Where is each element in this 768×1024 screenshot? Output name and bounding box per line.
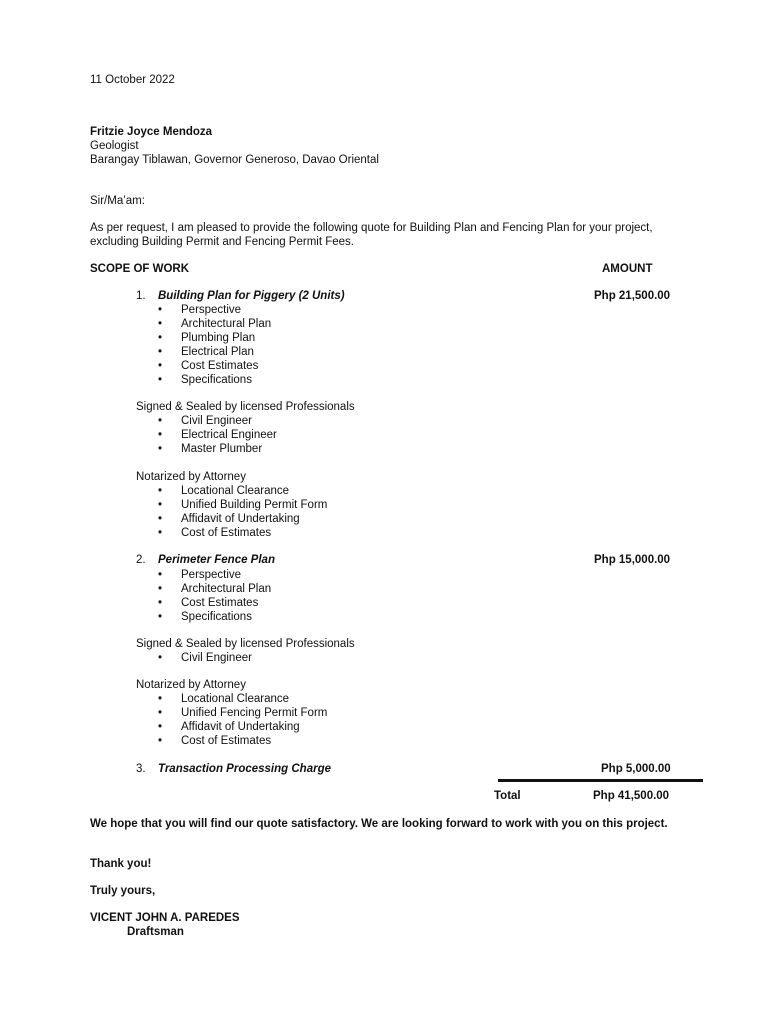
signed-list (158, 414, 277, 456)
item-amount: Php 21,500.00 (594, 290, 671, 302)
item-amount: Php 15,000.00 (594, 554, 671, 566)
amount-header: AMOUNT (602, 263, 653, 275)
deliverables-list (158, 568, 271, 624)
list-item: • Unified Fencing Permit Form (158, 706, 327, 720)
total-amount: Php 41,500.00 (593, 790, 670, 802)
list-item: • Plumbing Plan (158, 331, 271, 345)
item-amount: Php 5,000.00 (601, 763, 671, 775)
thanks: Thank you! (90, 858, 152, 870)
list-item: • Locational Clearance (158, 692, 327, 706)
total-divider (498, 779, 703, 782)
list-item: • Electrical Plan (158, 345, 271, 359)
signoff: Truly yours, (90, 885, 156, 897)
list-item: • Civil Engineer (158, 414, 277, 428)
list-item: • Cost of Estimates (158, 526, 327, 540)
list-item: • Cost Estimates (158, 596, 271, 610)
list-item: • Affidavit of Undertaking (158, 512, 327, 526)
letter-date: 11 October 2022 (90, 74, 175, 86)
sender-name: VICENT JOHN A. PAREDES (90, 912, 240, 924)
signed-label: Signed & Sealed by licensed Professionals (136, 401, 355, 413)
list-item: • Civil Engineer (158, 651, 252, 665)
notarized-list (158, 692, 327, 748)
deliverables-list (158, 303, 271, 387)
item-title: Building Plan for Piggery (2 Units) (158, 290, 345, 302)
item-title: Perimeter Fence Plan (158, 554, 275, 566)
recipient-address: Barangay Tiblawan, Governor Generoso, Davao Oriental (90, 154, 379, 166)
list-item: • Specifications (158, 610, 271, 624)
list-item: • Locational Clearance (158, 484, 327, 498)
list-item: • Perspective (158, 303, 271, 317)
list-item: • Perspective (158, 568, 271, 582)
list-item: • Cost of Estimates (158, 734, 327, 748)
list-item: • Architectural Plan (158, 317, 271, 331)
item-number: 2. (136, 554, 146, 566)
notarized-label: Notarized by Attorney (136, 679, 246, 691)
item-number: 1. (136, 290, 146, 302)
salutation: Sir/Ma’am: (90, 195, 145, 207)
list-item: • Architectural Plan (158, 582, 271, 596)
item-title: Transaction Processing Charge (158, 763, 331, 775)
signed-list (158, 651, 252, 665)
list-item: • Unified Building Permit Form (158, 498, 327, 512)
sender-title: Draftsman (127, 926, 184, 938)
total-label: Total (494, 790, 521, 802)
notarized-list (158, 484, 327, 540)
list-item: • Cost Estimates (158, 359, 271, 373)
closing-paragraph: We hope that you will find our quote satisfactory. We are looking forward to work with you on this project. (90, 818, 668, 830)
list-item: • Master Plumber (158, 442, 277, 456)
intro-paragraph: As per request, I am pleased to provide the following quote for Building Plan and Fencing Plan for your project, excluding Building Permit and Fencing Permit Fees. (90, 222, 653, 248)
recipient-title: Geologist (90, 140, 139, 152)
list-item: • Specifications (158, 373, 271, 387)
scope-header: SCOPE OF WORK (90, 263, 190, 275)
list-item: • Electrical Engineer (158, 428, 277, 442)
item-number: 3. (136, 763, 146, 775)
list-item: • Affidavit of Undertaking (158, 720, 327, 734)
recipient-name: Fritzie Joyce Mendoza (90, 126, 213, 138)
signed-label: Signed & Sealed by licensed Professionals (136, 638, 355, 650)
notarized-label: Notarized by Attorney (136, 471, 246, 483)
